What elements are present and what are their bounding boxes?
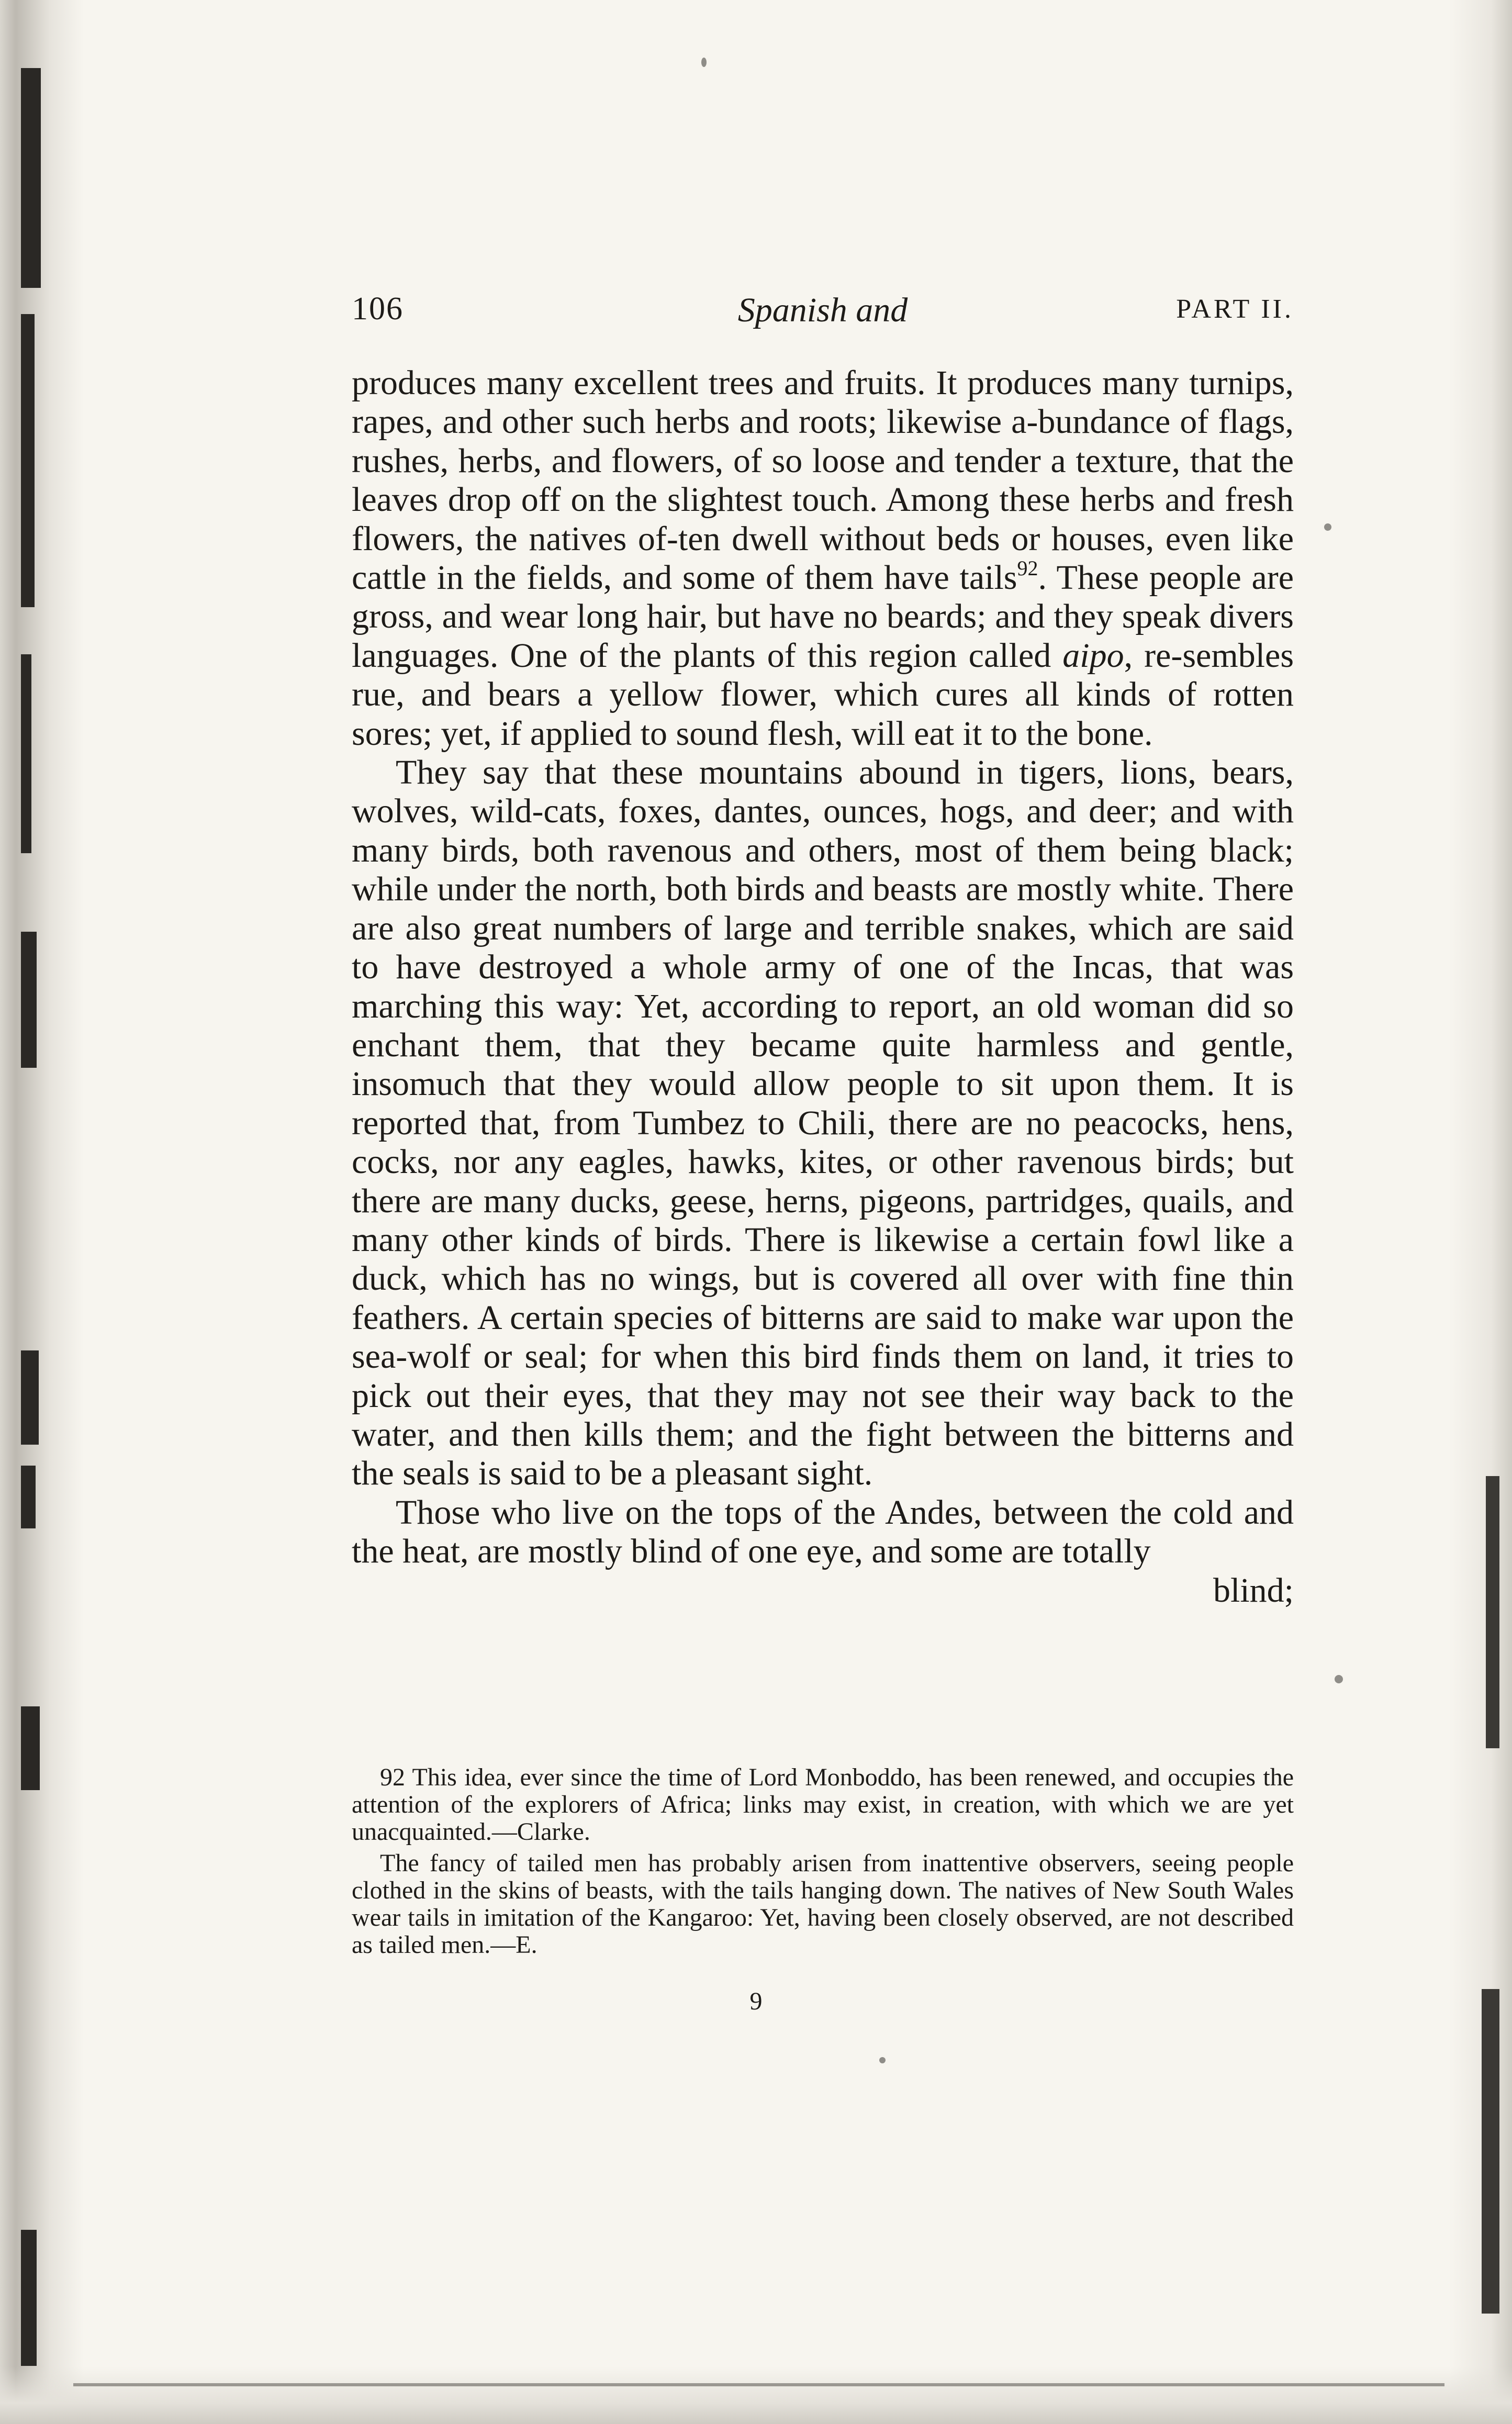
footnote-number: 92	[380, 1763, 405, 1791]
scan-artifact	[21, 654, 31, 853]
paragraph: Those who live on the tops of the Andes, between the cold and the heat, are mostly blind of one eye, and some are totally	[352, 1493, 1294, 1571]
ink-speck	[1335, 1675, 1343, 1683]
scan-artifact	[21, 932, 37, 1068]
italic-term: aipo	[1062, 636, 1124, 675]
binding-shadow	[0, 0, 84, 2424]
scan-artifact	[21, 314, 35, 607]
footnote-reference: 92	[1017, 556, 1038, 580]
page-edge-shadow	[1449, 0, 1512, 2424]
catchword: blind;	[1213, 1571, 1294, 1610]
page-bottom-edge	[73, 2383, 1444, 2386]
ink-speck	[701, 58, 707, 67]
paragraph	[352, 364, 1294, 753]
page-header	[352, 291, 1294, 340]
paragraph-text: produces many excellent trees and fruits. It produces many turnips, rapes, and other such herbs and roots; likewise a-bundance of flags, rushes, herbs, and flowers, of so loose and tender a texture, that the leaves drop off on the slightest touch. Among these herbs and fresh flowers, the natives of-ten dwell without beds or houses, even like cattle in the fields, and some of them have tails	[352, 364, 1294, 597]
footnote	[352, 1764, 1294, 1846]
footnotes	[352, 1764, 1294, 1959]
scan-artifact	[21, 2230, 37, 2366]
scan-artifact	[1482, 1989, 1499, 2314]
running-title: Spanish and	[737, 291, 908, 329]
bottom-edge-shadow	[0, 2366, 1512, 2424]
ink-speck	[1324, 523, 1331, 531]
body-text	[352, 364, 1294, 1610]
footnote-text: This idea, ever since the time of Lord Monboddo, has been renewed, and occupies the attention of the explorers of Africa; links may exist, in creation, with which we are yet unacquainted.—Clarke.	[352, 1763, 1294, 1846]
scan-artifact	[21, 1466, 36, 1528]
ink-speck	[879, 2057, 886, 2063]
scan-artifact	[21, 1350, 39, 1445]
footnote: The fancy of tailed men has probably arisen from inattentive observers, seeing people clothed in the skins of beasts, with the tails hanging down. The natives of New South Wales wear tails in imitation of the Kangaroo: Yet, having been closely observed, are not described as tailed men.—E.	[352, 1849, 1294, 1959]
scan-artifact	[21, 68, 41, 288]
paragraph: They say that these mountains abound in tigers, lions, bears, wolves, wild-cats, foxes, dantes, ounces, hogs, and deer; and with many birds, both ravenous and others, most of them being black; while under the north, both birds and beasts are mostly white. There are also great numbers of large and terrible snakes, which are said to have destroyed a whole army of one of the Incas, that was marching this way: Yet, according to report, an old woman did so enchant them, that they became quite harmless and gentle, insomuch that they would allow people to sit upon them. It is reported that, from Tumbez to Chili, there are no peacocks, hens, cocks, nor any eagles, hawks, kites, or other ravenous birds; but there are many ducks, geese, herns, pigeons, partridges, quails, and many other kinds of birds. There is likewise a certain fowl like a duck, which has no wings, but is covered all over with fine thin feathers. A certain species of bitterns are said to make war upon the sea-wolf or seal; for when this bird finds them on land, it tries to pick out their eyes, that they may not see their way back to the water, and then kills them; and the fight between the bitterns and the seals is said to be a pleasant sight.	[352, 753, 1294, 1493]
section-label: PART II.	[1176, 294, 1294, 324]
page-number: 106	[352, 291, 404, 327]
scan-artifact	[1486, 1476, 1499, 1748]
paragraph-text: , re-sembles rue, and bears a yellow flower, which cures all kinds of rotten sores; yet, if applied to sound flesh, will eat it to the bone.	[352, 636, 1294, 753]
signature-mark: 9	[749, 1987, 763, 2015]
paragraph-text: . These people are gross, and wear long hair, but have no beards; and they speak divers languages. One of the plants of this region called	[352, 558, 1294, 675]
scan-artifact	[21, 1706, 40, 1790]
